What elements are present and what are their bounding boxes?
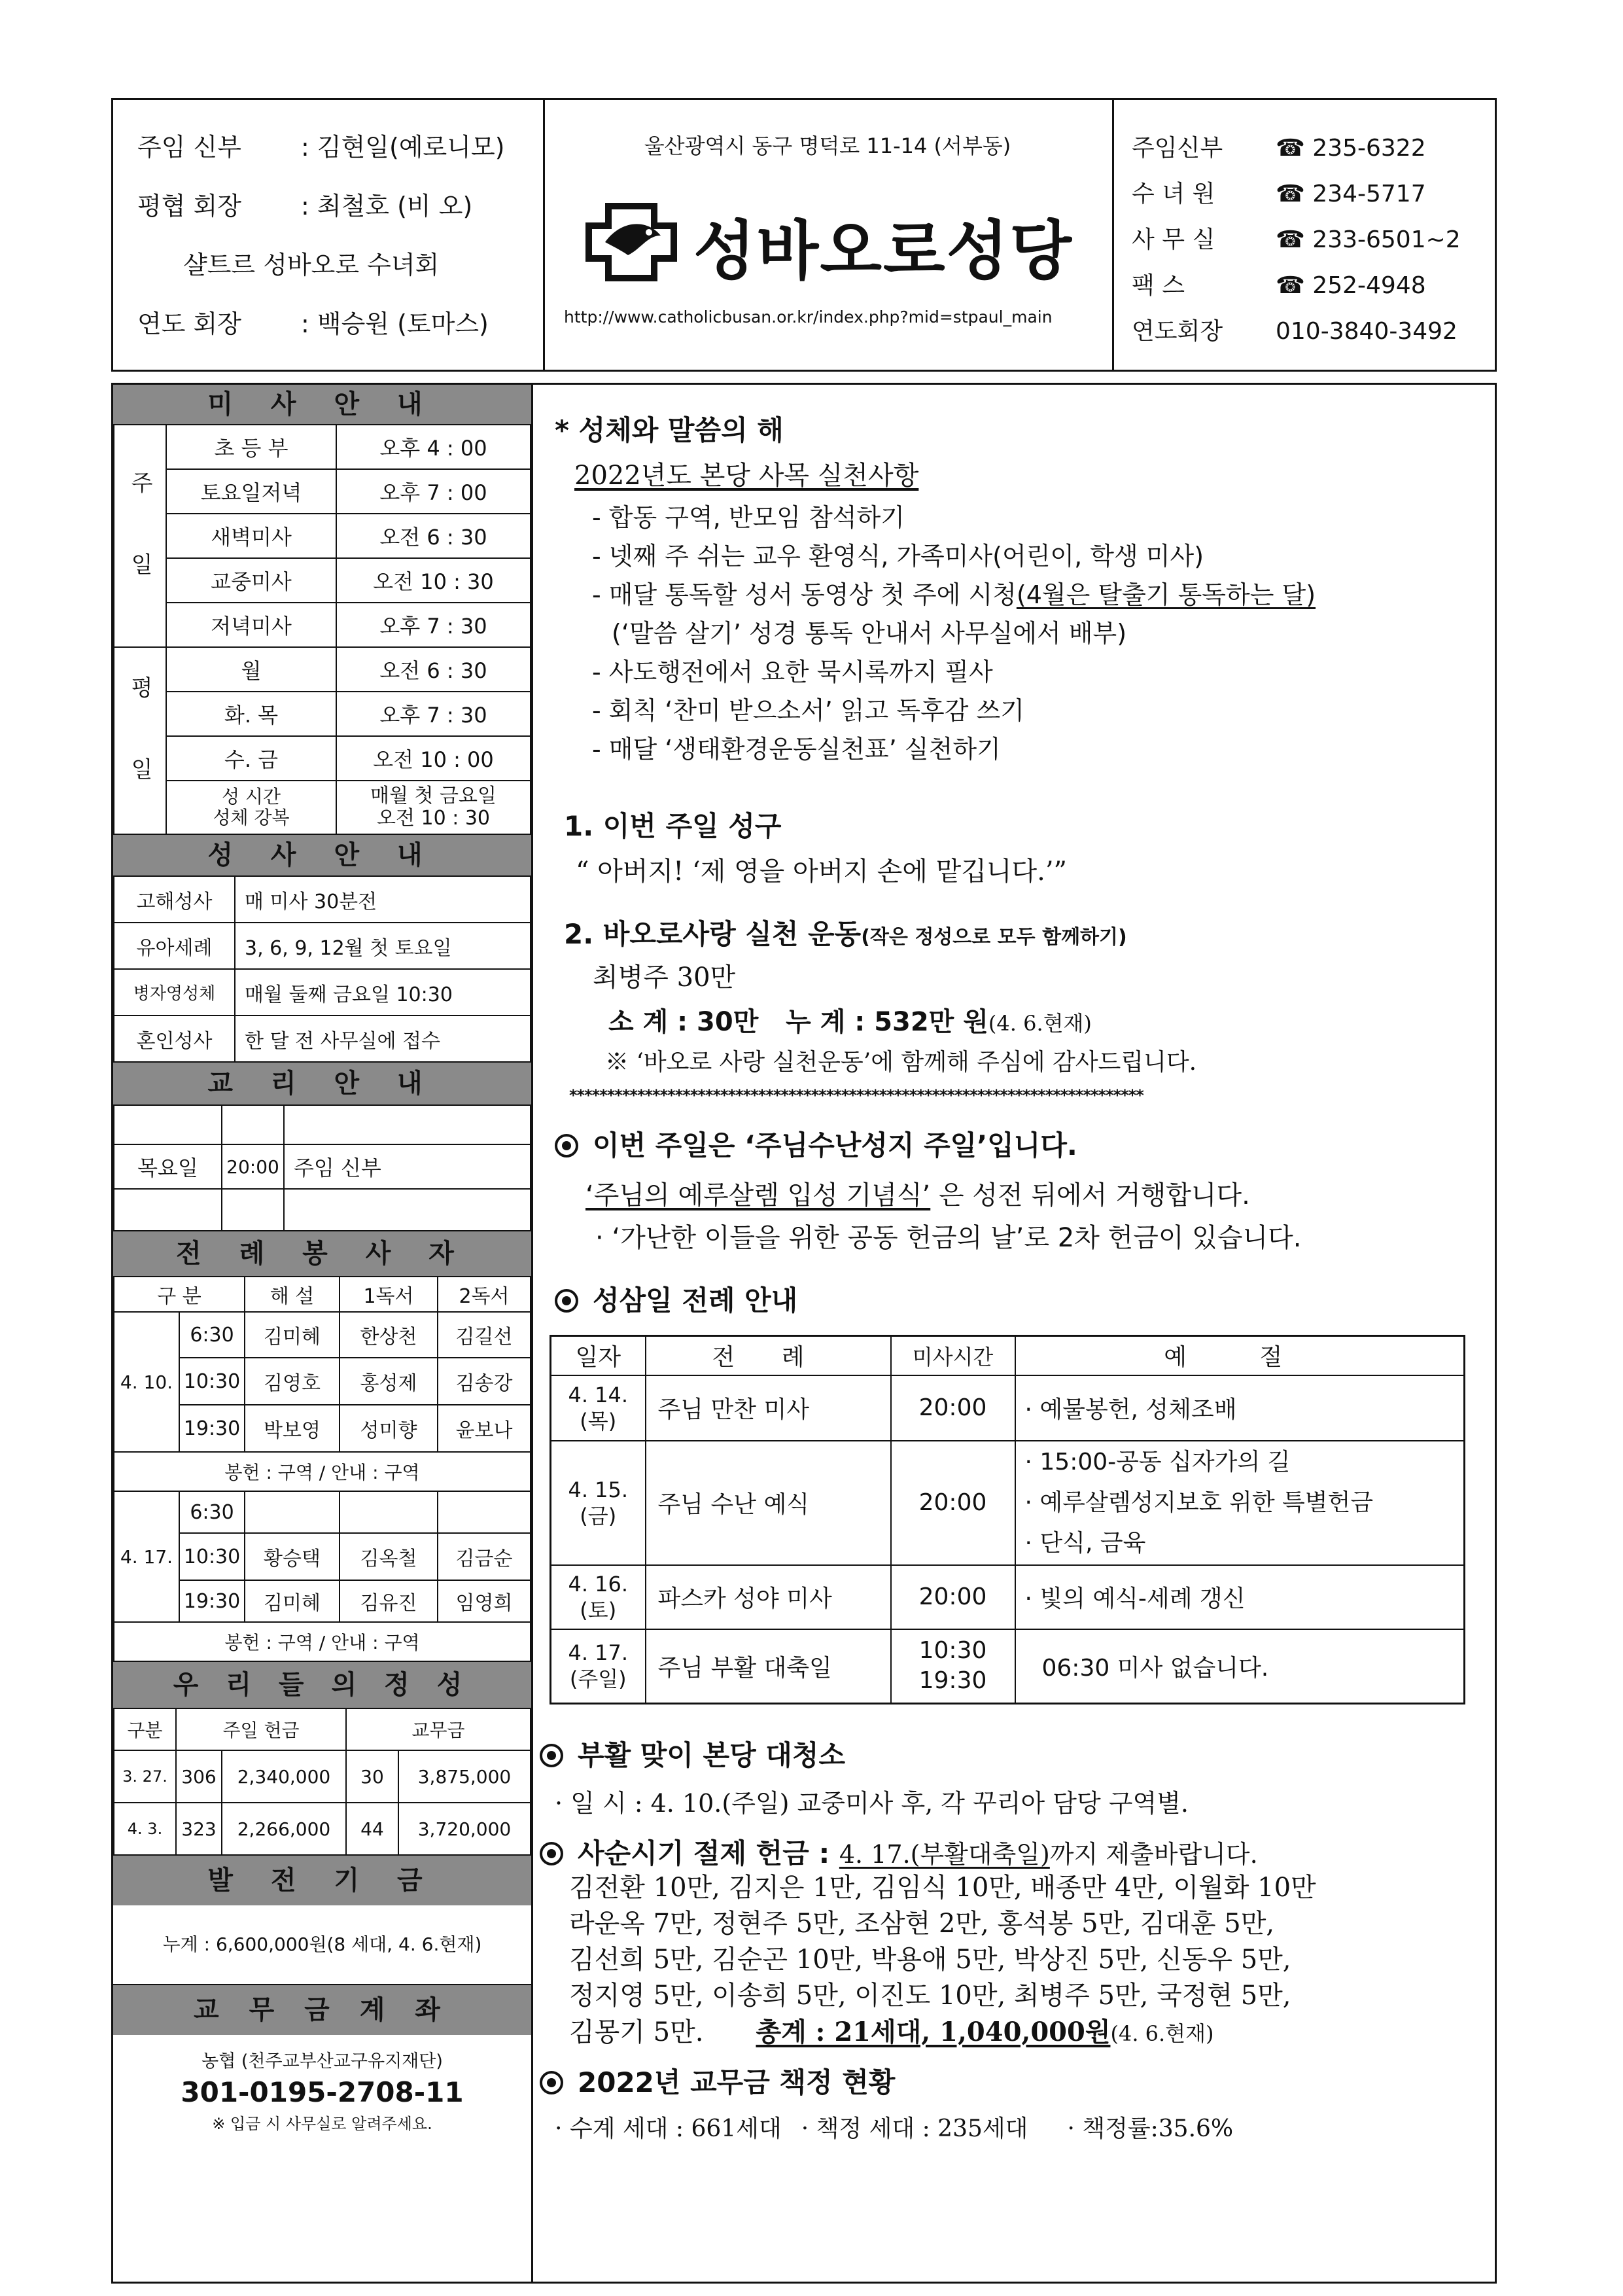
body-divider xyxy=(531,383,533,2284)
palm-title: 이번 주일은 ‘주님수난성지 주일’입니다. xyxy=(555,1124,1077,1163)
header-divider-left xyxy=(543,98,545,372)
offering-table: 구분 주일 헌금 교무금 3. 27. 306 2,340,000 30 3,875,000 4. 3. 323 2,266,000 44 3,720,000 xyxy=(113,1708,531,1856)
bullet-circle-icon xyxy=(555,1289,578,1313)
paul-total: 소 계 : 30만 누 계 : 532만 원(4. 6.현재) xyxy=(608,1007,1092,1037)
bullet-circle-icon xyxy=(540,1744,563,1767)
lent-last-line: 김몽기 5만. 총계 : 21세대, 1,040,000원(4. 6.현재) xyxy=(569,2017,1214,2047)
plan-title: 2022년도 본당 사목 실천사항 xyxy=(574,461,919,491)
account-number: 301-0195-2708-11 xyxy=(181,2076,464,2108)
contact-list xyxy=(1132,126,1461,355)
contact-row: 사 무 실 ☎ 233-6501~2 xyxy=(1132,226,1461,253)
paul-thanks: ※ ‘바오로 사랑 실천운동’에 함께해 주심에 감사드립니다. xyxy=(605,1049,1197,1076)
year-title: * 성체와 말씀의 해 xyxy=(555,414,784,446)
weekday-label: 평 일 xyxy=(114,647,166,834)
bullet-circle-icon xyxy=(540,1842,563,1865)
contact-row: 수 녀 원 ☎ 234-5717 xyxy=(1132,181,1426,207)
clean-text: · 일 시 : 4. 10.(주일) 교중미사 후, 각 꾸리아 담당 구역별. xyxy=(555,1789,1189,1818)
bullet-circle-icon xyxy=(555,1134,578,1157)
account-title: 교 무 금 계 좌 xyxy=(113,1985,531,2035)
church-logo-icon xyxy=(576,200,687,285)
servers-table: 구 분 해 설 1독서 2독서 4. 10. 6:30 김미혜 한상천 김길선 10:30 김영호 홍성제 김송강 19:30 박보영 성미향 윤보나 봉헌 : 구역 / 안내 : 구역 4. 17. 6:30 10:30 황승택 김옥철 김금순 19:30 김미혜 김유진 임영희 봉헌 : 구역 / 안내 : 구역 xyxy=(113,1276,531,1662)
contact-row: 팩 스 ☎ 252-4948 xyxy=(1132,272,1426,299)
triduum-title: 성삼일 전례 안내 xyxy=(555,1279,797,1318)
lent-donors: 김전환 10만, 김지은 1만, 김임식 10만, 배종만 4만, 이월화 10만 라운옥 7만, 정현주 5만, 조삼현 2만, 홍석봉 5만, 김대훈 5만, 김선희 5만, 김순곤 10만, 박용애 5만, 박상진 5만, 신동우 5만, 정지영 5만, 이송희 5만, 이진도 10만, 최병주 5만, 국정현 5만, 김몽기 5만. 총계 : 21세대, 1,040,000원(4. 6.현재) xyxy=(569,1870,1316,2052)
header-row-nuns: 샬트르 성바오로 수녀회 xyxy=(183,251,440,279)
doctrine-table: 목요일 20:00 주임 신부 xyxy=(113,1104,531,1231)
header-divider-right xyxy=(1112,98,1114,372)
bullet-circle-icon xyxy=(540,2071,563,2094)
account-bank: 농협 (천주교부산교구유지재단) xyxy=(201,2051,443,2072)
offering-title: 우 리 들 의 정 성 xyxy=(113,1662,531,1708)
verse-title: 1. 이번 주일 성구 xyxy=(564,810,782,842)
church-address: 울산광역시 동구 명덕로 11-14 (서부동) xyxy=(644,133,1011,158)
plan-item-3: - 매달 통독할 성서 동영상 첫 주에 시청(4월은 탈출기 통독하는 달) xyxy=(592,580,1316,609)
triduum-table: 일자 전 례 미사시간 예 절 4. 14. (목) 주님 만찬 미사 20:00 · 예물봉헌, 성체조배 4. 15. (금) 주님 수난 예식 20:00 · 15:00-공동 십자가의 길 · 예루살렘성지보호 위한 특별헌금 · 단식, 금육 4. 16. (토) 파스카 성야 미사 20:00 · 빛의 예식-세례 갱신 4. 17. (주일) 주님 부활 대축일 10:30 19:30 06:30 미사 없습니다. xyxy=(550,1335,1465,1704)
phone-icon: ☎ xyxy=(1276,135,1305,162)
paul-title: 2. 바오로사랑 실천 운동(작은 정성으로 모두 함께하기) xyxy=(564,918,1127,950)
palm-note: · ‘가난한 이들을 위한 공동 헌금의 날’로 2차 헌금이 있습니다. xyxy=(595,1223,1302,1253)
header-row-funeral: 연도 회장 : 백승원 (토마스) xyxy=(137,309,489,338)
clean-title: 부활 맞이 본당 대청소 xyxy=(540,1734,845,1773)
palm-line: ‘주님의 예루살렘 입성 기념식’ 은 성전 뒤에서 거행합니다. xyxy=(585,1180,1250,1210)
paul-donor: 최병주 30만 xyxy=(593,963,736,993)
dues-title: 2022년 교무금 책정 현황 xyxy=(540,2061,895,2100)
plan-list: - 합동 구역, 반모임 참석하기 - 넷째 주 쉬는 교우 환영식, 가족미사(어린이, 학생 미사) - 매달 통독할 성서 동영상 첫 주에 시청(4월은 탈출기 통독하는 달) (‘말씀 살기’ 성경 통독 안내서 사무실에서 배부) - 사도행전에서 요한 묵시록까지 필사 - 회칙 ‘찬미 받으소서’ 읽고 독후감 쓰기 - 매달 ‘생태환경운동실천표’ 실천하기 xyxy=(592,503,1316,764)
sacrament-table: 고해성사 매 미사 30분전 유아세례 3, 6, 9, 12월 첫 토요일 병자영성체 매월 둘째 금요일 10:30 혼인성사 한 달 전 사무실에 접수 xyxy=(113,875,531,1063)
fund-text: 누계 : 6,600,000원(8 세대, 4. 6.현재) xyxy=(113,1905,531,1985)
phone-icon: ☎ xyxy=(1276,226,1305,253)
phone-icon: ☎ xyxy=(1276,181,1305,207)
header-row-council: 평협 회장 : 최철호 (비 오) xyxy=(137,192,473,221)
fund-title: 발 전 기 금 xyxy=(113,1856,531,1905)
verse-text: “ 아버지! ‘제 영을 아버지 손에 맡깁니다.’” xyxy=(576,857,1068,887)
mass-title: 미 사 안 내 xyxy=(113,385,531,424)
sidebar xyxy=(113,385,531,2134)
servers-title: 전 례 봉 사 자 xyxy=(113,1231,531,1276)
mass-table: 주 일 초 등 부 오후 4 : 00 토요일저녁 오후 7 : 00 새벽미사 오전 6 : 30 교중미사 오전 10 : 30 저녁미사 오후 7 : 30 평 일 월 오전 6 : 30 화. 목 오후 7 : 30 수. 금 오전 10 : 00 성 시간 성체 강복 매월 첫 금요일 오전 10 : 30 xyxy=(113,424,531,835)
star-divider: **************************************************************************** xyxy=(569,1086,1143,1104)
contact-row: 주임신부 ☎ 235-6322 xyxy=(1132,135,1426,162)
sacrament-title: 성 사 안 내 xyxy=(113,835,531,875)
dues-items: · 수계 세대 : 661세대 · 책정 세대 : 235세대 · 책정률:35.6% xyxy=(555,2115,1234,2142)
header-staff xyxy=(137,118,505,353)
doctrine-title: 교 리 안 내 xyxy=(113,1063,531,1104)
phone-icon: ☎ xyxy=(1276,272,1305,299)
sunday-label: 주 일 xyxy=(114,425,166,647)
account-note: ※ 입금 시 사무실로 알려주세요. xyxy=(212,2115,432,2133)
contact-row: 연도회장 010-3840-3492 xyxy=(1132,318,1457,345)
header-row-priest: 주임 신부 : 김현일(예로니모) xyxy=(137,133,505,162)
church-name: 성바오로성당 xyxy=(693,214,1073,289)
lent-title: 사순시기 절제 헌금 : 4. 17.(부활대축일)까지 제출바랍니다. xyxy=(540,1832,1258,1871)
church-url[interactable]: http://www.catholicbusan.or.kr/index.php?mid=stpaul_main xyxy=(564,308,1053,327)
